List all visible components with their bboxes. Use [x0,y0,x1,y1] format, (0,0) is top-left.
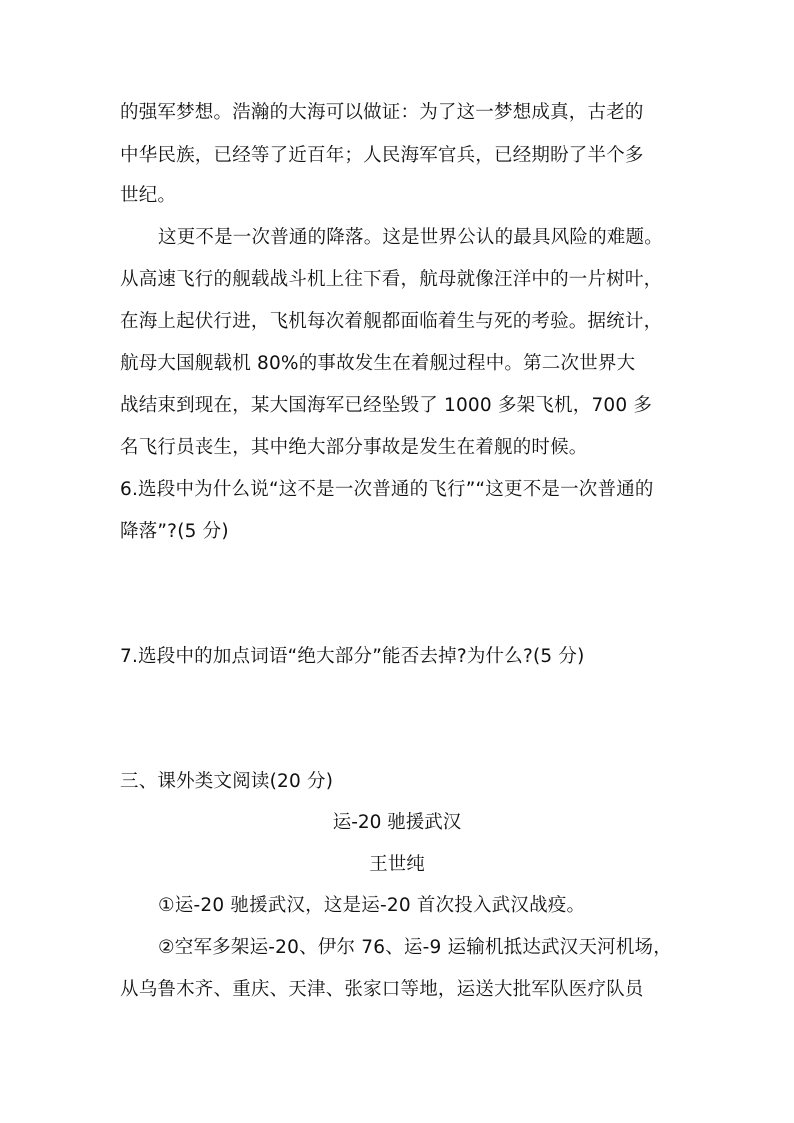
article-paragraph-2-line-1: ②空军多架运-20、伊尔 76、运-9 运输机抵达武汉天河机场， [158,937,672,958]
passage-line-8: 战结束到现在，某大国海军已经坠毁了 1000 多架飞机，700 多 [120,395,653,416]
article-paragraph-2-line-2: 从乌鲁木齐、重庆、天津、张家口等地，运送大批军队医疗队员 [120,979,644,1000]
question-6-line-2: 降落”?(5 分) [120,521,229,542]
passage-line-9: 名飞行员丧生，其中绝大部分事故是发生在着舰的时候。 [120,437,588,458]
question-7: 7.选段中的加点词语“绝大部分”能否去掉?为什么?(5 分) [120,646,585,667]
passage-line-2: 中华民族，已经等了近百年；人民海军官兵，已经期盼了半个多 [120,145,644,166]
section-3-heading: 三、课外类文阅读(20 分) [120,771,334,792]
passage-line-7: 航母大国舰载机 80%的事故发生在着舰过程中。第二次世界大 [120,353,636,374]
passage-line-4: 这更不是一次普通的降落。这是世界公认的最具风险的难题。 [158,227,663,248]
question-6-line-1: 6.选段中为什么说“这不是一次普通的飞行”“这更不是一次普通的 [120,479,654,500]
passage-line-5: 从高速飞行的舰载战斗机上往下看，航母就像汪洋中的一片树叶， [120,269,663,290]
passage-line-1: 的强军梦想。浩瀚的大海可以做证：为了这一梦想成真，古老的 [120,102,644,123]
passage-line-3: 世纪。 [120,185,177,206]
article-title: 运-20 驰援武汉 [332,812,462,833]
article-paragraph-1: ①运-20 驰援武汉，这是运-20 首次投入武汉战疫。 [158,895,586,916]
passage-line-6: 在海上起伏行进，飞机每次着舰都面临着生与死的考验。据统计， [120,311,663,332]
article-author: 王世纯 [369,854,425,875]
